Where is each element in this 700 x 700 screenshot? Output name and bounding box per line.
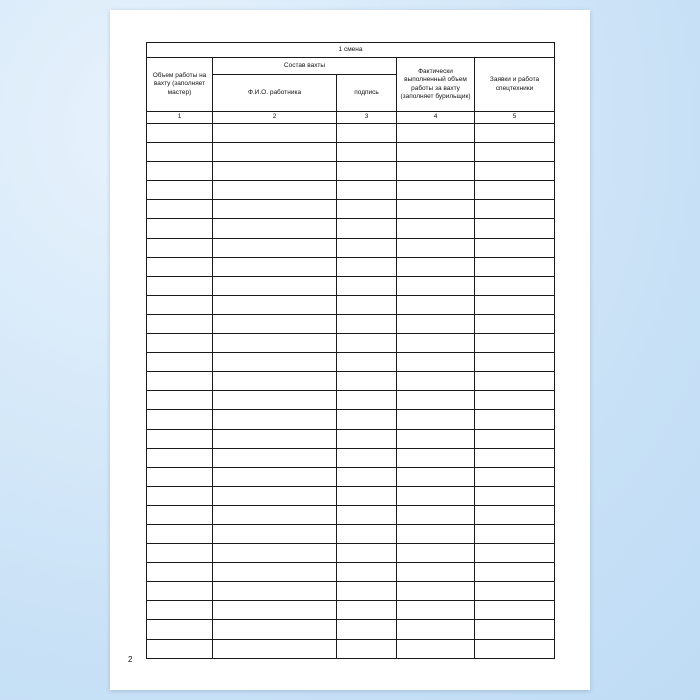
- cell-col1[interactable]: [147, 238, 213, 257]
- table-row[interactable]: [147, 563, 555, 582]
- cell-col5[interactable]: [475, 276, 555, 295]
- cell-col5[interactable]: [475, 238, 555, 257]
- table-row[interactable]: [147, 448, 555, 467]
- cell-col3[interactable]: [337, 505, 397, 524]
- cell-col3[interactable]: [337, 639, 397, 658]
- cell-col1[interactable]: [147, 314, 213, 333]
- cell-col1[interactable]: [147, 334, 213, 353]
- header-col2: Ф.И.О. работника: [213, 75, 337, 112]
- cell-col1[interactable]: [147, 429, 213, 448]
- cell-col2[interactable]: [213, 563, 337, 582]
- cell-col2[interactable]: [213, 314, 337, 333]
- cell-col4[interactable]: [397, 143, 475, 162]
- cell-col2[interactable]: [213, 601, 337, 620]
- page-number: 2: [128, 655, 133, 664]
- cell-col1[interactable]: [147, 620, 213, 639]
- cell-col3[interactable]: [337, 448, 397, 467]
- cell-col4[interactable]: [397, 162, 475, 181]
- cell-col2[interactable]: [213, 372, 337, 391]
- cell-col1[interactable]: [147, 505, 213, 524]
- cell-col4[interactable]: [397, 486, 475, 505]
- cell-col4[interactable]: [397, 295, 475, 314]
- cell-col5[interactable]: [475, 620, 555, 639]
- cell-col2[interactable]: [213, 124, 337, 143]
- cell-col1[interactable]: [147, 200, 213, 219]
- cell-col2[interactable]: [213, 181, 337, 200]
- cell-col2[interactable]: [213, 353, 337, 372]
- table-row[interactable]: [147, 162, 555, 181]
- cell-col2[interactable]: [213, 524, 337, 543]
- cell-col3[interactable]: [337, 486, 397, 505]
- cell-col3[interactable]: [337, 257, 397, 276]
- cell-col1[interactable]: [147, 391, 213, 410]
- table-row[interactable]: [147, 486, 555, 505]
- cell-col3[interactable]: [337, 276, 397, 295]
- table-row[interactable]: [147, 257, 555, 276]
- cell-col3[interactable]: [337, 353, 397, 372]
- header-col3: подпись: [337, 75, 397, 112]
- cell-col1[interactable]: [147, 181, 213, 200]
- cell-col5[interactable]: [475, 257, 555, 276]
- cell-col2[interactable]: [213, 620, 337, 639]
- cell-col2[interactable]: [213, 219, 337, 238]
- cell-col3[interactable]: [337, 601, 397, 620]
- cell-col1[interactable]: [147, 295, 213, 314]
- header-col1: Объем работы на вахту (заполняет мастер): [147, 58, 213, 112]
- cell-col5[interactable]: [475, 181, 555, 200]
- table-row[interactable]: [147, 124, 555, 143]
- table-row[interactable]: [147, 334, 555, 353]
- cell-col4[interactable]: [397, 639, 475, 658]
- cell-col4[interactable]: [397, 429, 475, 448]
- cell-col5[interactable]: [475, 162, 555, 181]
- cell-col5[interactable]: [475, 524, 555, 543]
- cell-col5[interactable]: [475, 334, 555, 353]
- cell-col3[interactable]: [337, 124, 397, 143]
- column-number-4: 4: [397, 112, 475, 124]
- cell-col5[interactable]: [475, 219, 555, 238]
- cell-col5[interactable]: [475, 582, 555, 601]
- cell-col1[interactable]: [147, 410, 213, 429]
- cell-col2[interactable]: [213, 295, 337, 314]
- table-row[interactable]: [147, 410, 555, 429]
- table-row[interactable]: [147, 620, 555, 639]
- cell-col4[interactable]: [397, 276, 475, 295]
- cell-col5[interactable]: [475, 295, 555, 314]
- table-row[interactable]: [147, 219, 555, 238]
- cell-col5[interactable]: [475, 505, 555, 524]
- table-row[interactable]: [147, 353, 555, 372]
- cell-col1[interactable]: [147, 143, 213, 162]
- cell-col3[interactable]: [337, 582, 397, 601]
- cell-col2[interactable]: [213, 200, 337, 219]
- header-col5: Заявки и работа спецтехники: [475, 58, 555, 112]
- cell-col3[interactable]: [337, 162, 397, 181]
- cell-col5[interactable]: [475, 486, 555, 505]
- cell-col2[interactable]: [213, 162, 337, 181]
- cell-col4[interactable]: [397, 257, 475, 276]
- cell-col1[interactable]: [147, 372, 213, 391]
- cell-col1[interactable]: [147, 276, 213, 295]
- cell-col1[interactable]: [147, 582, 213, 601]
- cell-col2[interactable]: [213, 276, 337, 295]
- cell-col3[interactable]: [337, 219, 397, 238]
- cell-col3[interactable]: [337, 181, 397, 200]
- cell-col3[interactable]: [337, 563, 397, 582]
- cell-col2[interactable]: [213, 486, 337, 505]
- cell-col5[interactable]: [475, 563, 555, 582]
- table-empty-rows: [147, 124, 555, 659]
- cell-col3[interactable]: [337, 467, 397, 486]
- cell-col4[interactable]: [397, 448, 475, 467]
- cell-col3[interactable]: [337, 429, 397, 448]
- cell-col5[interactable]: [475, 143, 555, 162]
- cell-col3[interactable]: [337, 410, 397, 429]
- table-row-column-numbers: [147, 112, 555, 124]
- cell-col4[interactable]: [397, 219, 475, 238]
- cell-col4[interactable]: [397, 582, 475, 601]
- table-row[interactable]: [147, 200, 555, 219]
- cell-col1[interactable]: [147, 524, 213, 543]
- table-row[interactable]: [147, 372, 555, 391]
- cell-col3[interactable]: [337, 314, 397, 333]
- cell-col3[interactable]: [337, 334, 397, 353]
- table-row[interactable]: [147, 429, 555, 448]
- table-row[interactable]: [147, 524, 555, 543]
- cell-col2[interactable]: [213, 334, 337, 353]
- cell-col2[interactable]: [213, 410, 337, 429]
- cell-col4[interactable]: [397, 410, 475, 429]
- table-row[interactable]: [147, 639, 555, 658]
- table-row[interactable]: [147, 314, 555, 333]
- cell-col4[interactable]: [397, 334, 475, 353]
- cell-col5[interactable]: [475, 429, 555, 448]
- cell-col1[interactable]: [147, 486, 213, 505]
- cell-col2[interactable]: [213, 505, 337, 524]
- cell-col1[interactable]: [147, 639, 213, 658]
- cell-col1[interactable]: [147, 162, 213, 181]
- document-page: [110, 10, 590, 690]
- cell-col2[interactable]: [213, 582, 337, 601]
- cell-col1[interactable]: [147, 448, 213, 467]
- cell-col3[interactable]: [337, 295, 397, 314]
- cell-col5[interactable]: [475, 448, 555, 467]
- cell-col3[interactable]: [337, 200, 397, 219]
- cell-col4[interactable]: [397, 124, 475, 143]
- cell-col4[interactable]: [397, 200, 475, 219]
- table-row[interactable]: [147, 391, 555, 410]
- cell-col2[interactable]: [213, 391, 337, 410]
- cell-col2[interactable]: [213, 257, 337, 276]
- table-row[interactable]: [147, 238, 555, 257]
- table-row[interactable]: [147, 582, 555, 601]
- cell-col2[interactable]: [213, 448, 337, 467]
- cell-col5[interactable]: [475, 353, 555, 372]
- cell-col5[interactable]: [475, 200, 555, 219]
- table-row[interactable]: [147, 143, 555, 162]
- cell-col4[interactable]: [397, 391, 475, 410]
- cell-col4[interactable]: [397, 314, 475, 333]
- shift-title-cell: 1 смена: [147, 43, 555, 58]
- cell-col5[interactable]: [475, 124, 555, 143]
- cell-col3[interactable]: [337, 372, 397, 391]
- cell-col1[interactable]: [147, 353, 213, 372]
- cell-col4[interactable]: [397, 467, 475, 486]
- cell-col4[interactable]: [397, 620, 475, 639]
- cell-col1[interactable]: [147, 601, 213, 620]
- cell-col1[interactable]: [147, 219, 213, 238]
- cell-col3[interactable]: [337, 620, 397, 639]
- cell-col5[interactable]: [475, 601, 555, 620]
- table-row-shift-title: [147, 43, 555, 58]
- cell-col5[interactable]: [475, 410, 555, 429]
- cell-col3[interactable]: [337, 524, 397, 543]
- cell-col4[interactable]: [397, 544, 475, 563]
- cell-col5[interactable]: [475, 314, 555, 333]
- cell-col1[interactable]: [147, 257, 213, 276]
- cell-col2[interactable]: [213, 639, 337, 658]
- cell-col2[interactable]: [213, 143, 337, 162]
- cell-col3[interactable]: [337, 391, 397, 410]
- table-row[interactable]: [147, 601, 555, 620]
- cell-col2[interactable]: [213, 544, 337, 563]
- cell-col2[interactable]: [213, 429, 337, 448]
- cell-col4[interactable]: [397, 505, 475, 524]
- table-row[interactable]: [147, 276, 555, 295]
- cell-col1[interactable]: [147, 544, 213, 563]
- column-number-2: 2: [213, 112, 337, 124]
- table-row[interactable]: [147, 181, 555, 200]
- cell-col4[interactable]: [397, 181, 475, 200]
- shift-log-table: [146, 42, 555, 659]
- cell-col1[interactable]: [147, 467, 213, 486]
- cell-col4[interactable]: [397, 601, 475, 620]
- cell-col4[interactable]: [397, 353, 475, 372]
- cell-col5[interactable]: [475, 544, 555, 563]
- cell-col4[interactable]: [397, 524, 475, 543]
- cell-col5[interactable]: [475, 467, 555, 486]
- column-number-3: 3: [337, 112, 397, 124]
- cell-col4[interactable]: [397, 238, 475, 257]
- cell-col5[interactable]: [475, 372, 555, 391]
- cell-col5[interactable]: [475, 391, 555, 410]
- cell-col3[interactable]: [337, 544, 397, 563]
- column-number-5: 5: [475, 112, 555, 124]
- table-row[interactable]: [147, 467, 555, 486]
- table-row[interactable]: [147, 544, 555, 563]
- column-number-1: 1: [147, 112, 213, 124]
- cell-col4[interactable]: [397, 372, 475, 391]
- cell-col5[interactable]: [475, 639, 555, 658]
- header-col4: Фактически выполненный объем работы за вахту (заполняет бурильщик): [397, 58, 475, 112]
- cell-col3[interactable]: [337, 238, 397, 257]
- header-group-crew: Состав вахты: [213, 58, 397, 75]
- cell-col2[interactable]: [213, 467, 337, 486]
- cell-col1[interactable]: [147, 563, 213, 582]
- cell-col4[interactable]: [397, 563, 475, 582]
- cell-col2[interactable]: [213, 238, 337, 257]
- cell-col1[interactable]: [147, 124, 213, 143]
- cell-col3[interactable]: [337, 143, 397, 162]
- table-row[interactable]: [147, 505, 555, 524]
- page-content: [146, 42, 554, 659]
- table-row[interactable]: [147, 295, 555, 314]
- table-row-header-group: [147, 58, 555, 75]
